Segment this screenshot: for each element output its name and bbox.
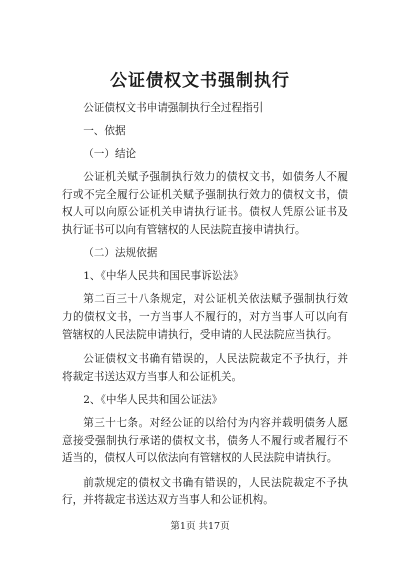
paragraph-article-238: 第二百三十八条规定，对公证机关依法赋予强制执行效力的债权文书，一方当事人不履行的，对方当事人可以向有管辖权的人民法院申请执行，受申请的人民法院应当执行。 [62,293,348,341]
document-body [62,100,348,510]
paragraph-subtitle: 公证债权文书申请强制执行全过程指引 [83,102,264,114]
section-heading-basis: 一、依据 [83,125,126,138]
law-heading-notary-law: 2、《中华人民共和国公证法》 [83,393,223,406]
paragraph-error-ruling-1: 公证债权文书确有错误的，人民法院裁定不予执行，并将裁定书送达双方当事人和公证机关。 [62,353,348,383]
document-title: 公证债权文书强制执行 [110,71,290,91]
subsection-heading-legal-basis: （二）法规依据 [83,247,158,260]
paragraph-conclusion: 公证机关赋予强制执行效力的债权文书，如债务人不履行或不完全履行公证机关赋予强制执行效力的债权文书，债权人可以向原公证机关申请执行证书。债权人凭原公证书及执行证书可以向有管辖权的人民法院直接申请执行。 [62,171,348,237]
paragraph-article-37: 第三十七条。对经公证的以给付为内容并载明债务人愿意接受强制执行承诺的债权文书，债务人不履行或者履行不适当的，债权人可以依法向有管辖权的人民法院申请执行。 [62,416,348,465]
page-indicator: 第1页 共17页 [170,521,230,532]
paragraph-error-ruling-2: 前款规定的债权文书确有错误的，人民法院裁定不予执行，并将裁定书送达双方当事人和公证机构。 [62,476,348,507]
law-heading-civil-procedure: 1、《中华人民共和国民事诉讼法》 [83,270,244,283]
subsection-heading-conclusion: （一）结论 [83,148,137,161]
